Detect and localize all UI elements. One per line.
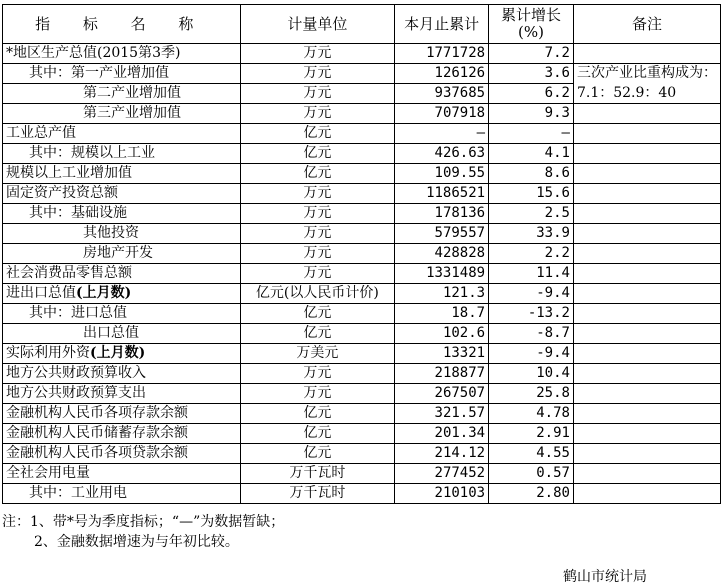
table-row [3,84,721,104]
remark-cell [573,404,720,424]
remark-cell [573,324,720,344]
indicator-name-cell [3,244,241,264]
table-row [3,44,721,64]
growth-cell: -9.4 [489,284,574,304]
footnote-2: 2、金融数据增速为与年初比较。 [34,534,239,550]
header-cumulative-growth [489,5,574,44]
table-row [3,124,721,144]
organization-name: 鹤山市统计局 [563,569,647,585]
remark-cell [573,284,720,304]
remark-cell [573,344,720,364]
footnote-1: 注：1、带*号为季度指标；“—”为数据暂缺； [2,514,285,530]
remark-cell [573,44,720,64]
indicator-name: 工业总产值 [6,125,76,141]
indicator-name: 其他投资 [83,225,139,241]
header-unit: 计量单位 [240,5,395,44]
indicator-name: 地方公共财政预算收入 [6,365,146,381]
table-body [3,44,721,504]
unit-cell: 万元 [240,224,395,244]
remark-cell: 7.1：52.9：40 [573,84,720,104]
indicator-name-cell [3,204,241,224]
remark-cell [573,184,720,204]
growth-cell: 6.2 [489,84,574,104]
table-row [3,404,721,424]
cumulative-value-cell: 321.57 [395,404,489,424]
table-row [3,184,721,204]
unit-cell: 万千瓦时 [240,484,395,504]
indicator-name-cell [3,424,241,444]
remark-cell: 三次产业比重构成为： [573,64,720,84]
growth-cell: 0.57 [489,464,574,484]
indicator-period-note: (上月数) [76,285,132,301]
table-row [3,484,721,504]
indicator-name: 第三产业增加值 [83,105,181,121]
cumulative-value-cell: 214.12 [395,444,489,464]
cumulative-value-cell: 178136 [395,204,489,224]
indicator-name: 规模以上工业增加值 [6,165,132,181]
remark-cell [573,144,720,164]
table-row [3,384,721,404]
unit-cell: 亿元 [240,324,395,344]
indicator-name: *地区生产总值(2015第3季) [6,45,181,61]
indicator-name: 全社会用电量 [6,465,90,481]
indicator-name-cell [3,104,241,124]
indicator-name-cell [3,364,241,384]
growth-cell: — [489,124,574,144]
indicator-name: 金融机构人民币储蓄存款余额 [6,425,188,441]
unit-cell: 万元 [240,204,395,224]
growth-cell: 10.4 [489,364,574,384]
table-row [3,284,721,304]
growth-cell: -13.2 [489,304,574,324]
indicator-period-note: (上月数) [90,345,146,361]
unit-cell: 亿元 [240,144,395,164]
indicator-name: 金融机构人民币各项存款余额 [6,405,188,421]
indicator-name-cell [3,324,241,344]
table-row [3,204,721,224]
unit-cell: 亿元 [240,424,395,444]
remark-cell [573,164,720,184]
indicator-name-cell [3,184,241,204]
indicator-name-cell [3,384,241,404]
indicator-name: 其中：规模以上工业 [29,145,155,161]
indicator-name-cell [3,444,241,464]
header-remarks: 备注 [573,5,720,44]
table-row [3,444,721,464]
cumulative-value-cell: 428828 [395,244,489,264]
indicator-name-cell [3,304,241,324]
indicator-name: 出口总值 [83,325,139,341]
growth-cell: 2.2 [489,244,574,264]
cumulative-value-cell: 937685 [395,84,489,104]
growth-cell: 2.80 [489,484,574,504]
table-row [3,224,721,244]
header-growth-unit: (%) [518,23,545,41]
cumulative-value-cell: 707918 [395,104,489,124]
growth-cell: 4.1 [489,144,574,164]
indicator-name: 第二产业增加值 [83,85,181,101]
unit-cell: 亿元(以人民币计价) [240,284,395,304]
unit-cell: 万元 [240,184,395,204]
cumulative-value-cell: 426.63 [395,144,489,164]
unit-cell: 亿元 [240,444,395,464]
cumulative-value-cell: 13321 [395,344,489,364]
table-header-row [3,5,721,44]
growth-cell: 9.3 [489,104,574,124]
indicator-name: 社会消费品零售总额 [6,265,132,281]
growth-cell: 15.6 [489,184,574,204]
cumulative-value-cell: 1771728 [395,44,489,64]
growth-cell: 4.55 [489,444,574,464]
table-row [3,64,721,84]
indicator-name-cell [3,484,241,504]
indicator-name-cell [3,224,241,244]
table-row [3,364,721,384]
growth-cell: 8.6 [489,164,574,184]
remark-cell [573,224,720,244]
remark-cell [573,204,720,224]
remark-cell [573,304,720,324]
table-row [3,144,721,164]
unit-cell: 万元 [240,264,395,284]
indicator-name-cell [3,164,241,184]
cumulative-value-cell: 102.6 [395,324,489,344]
indicator-name-cell [3,404,241,424]
growth-cell: 4.78 [489,404,574,424]
table-row [3,104,721,124]
indicator-name-cell [3,44,241,64]
cumulative-value-cell: 1331489 [395,264,489,284]
cumulative-value-cell: 126126 [395,64,489,84]
indicator-name-cell [3,144,241,164]
remark-cell [573,464,720,484]
growth-cell: 7.2 [489,44,574,64]
growth-cell: 3.6 [489,64,574,84]
indicator-name-cell [3,464,241,484]
indicator-name: 地方公共财政预算支出 [6,385,146,401]
remark-cell [573,244,720,264]
indicator-name: 固定资产投资总额 [6,185,118,201]
remark-cell [573,484,720,504]
indicator-name: 实际利用外资 [6,345,90,361]
unit-cell: 亿元 [240,404,395,424]
growth-cell: 2.5 [489,204,574,224]
indicator-name: 其中：第一产业增加值 [29,65,169,81]
table-row [3,344,721,364]
remark-cell [573,384,720,404]
indicator-name-cell [3,64,241,84]
unit-cell: 万元 [240,84,395,104]
growth-cell: 2.91 [489,424,574,444]
growth-cell: 25.8 [489,384,574,404]
unit-cell: 万元 [240,64,395,84]
unit-cell: 万元 [240,244,395,264]
growth-cell: 11.4 [489,264,574,284]
cumulative-value-cell: 210103 [395,484,489,504]
cumulative-value-cell: 218877 [395,364,489,384]
remark-cell [573,364,720,384]
indicator-name: 其中：进口总值 [29,305,127,321]
unit-cell: 万美元 [240,344,395,364]
unit-cell: 万元 [240,364,395,384]
indicator-name-cell [3,344,241,364]
unit-cell: 亿元 [240,164,395,184]
indicator-name-cell [3,264,241,284]
table-row [3,464,721,484]
header-cumulative-value: 本月止累计 [395,5,489,44]
cumulative-value-cell: 201.34 [395,424,489,444]
unit-cell: 万元 [240,44,395,64]
remark-cell [573,444,720,464]
remark-cell [573,104,720,124]
indicator-name-cell [3,284,241,304]
table-row [3,264,721,284]
cumulative-value-cell: 121.3 [395,284,489,304]
table-row [3,424,721,444]
cumulative-value-cell: 1186521 [395,184,489,204]
cumulative-value-cell: 267507 [395,384,489,404]
indicator-name-cell [3,124,241,144]
indicator-name: 进出口总值 [6,285,76,301]
cumulative-value-cell: 109.55 [395,164,489,184]
growth-cell: -8.7 [489,324,574,344]
table-row [3,324,721,344]
unit-cell: 亿元 [240,304,395,324]
growth-cell: -9.4 [489,344,574,364]
cumulative-value-cell: 18.7 [395,304,489,324]
remark-cell [573,124,720,144]
indicator-name: 金融机构人民币各项贷款余额 [6,445,188,461]
table-row [3,244,721,264]
cumulative-value-cell: 579557 [395,224,489,244]
indicator-name-cell [3,84,241,104]
remark-cell [573,264,720,284]
table-row [3,304,721,324]
indicator-name: 房地产开发 [83,245,153,261]
unit-cell: 万千瓦时 [240,464,395,484]
unit-cell: 万元 [240,384,395,404]
unit-cell: 亿元 [240,124,395,144]
indicator-name: 其中：工业用电 [29,485,127,501]
remark-cell [573,424,720,444]
header-growth-label: 累计增长 [501,6,562,24]
table-row [3,164,721,184]
indicator-name: 其中：基础设施 [29,205,127,221]
header-indicator-name: 指 标 名 称 [3,5,241,44]
statistics-table [2,4,721,504]
cumulative-value-cell: — [395,124,489,144]
cumulative-value-cell: 277452 [395,464,489,484]
unit-cell: 万元 [240,104,395,124]
growth-cell: 33.9 [489,224,574,244]
